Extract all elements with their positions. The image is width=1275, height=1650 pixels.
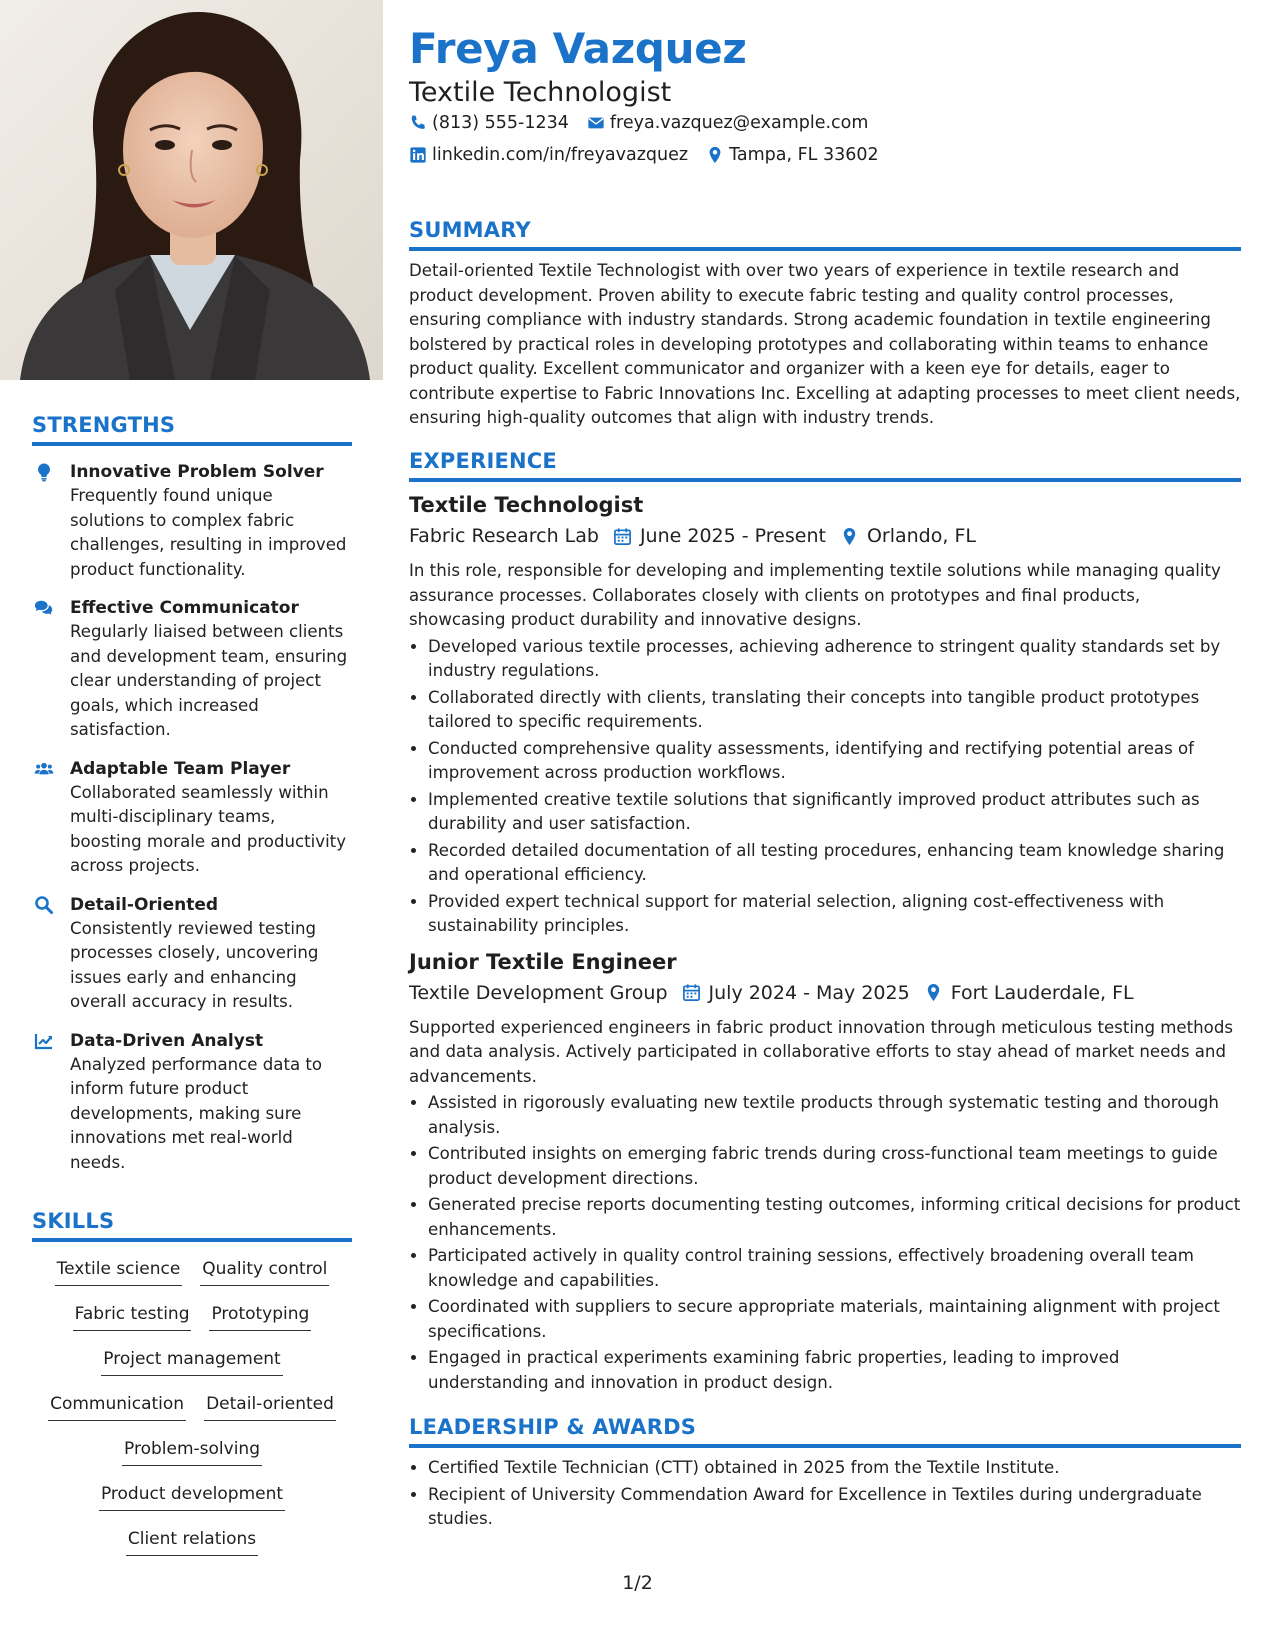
job-location-text: Fort Lauderdale, FL <box>950 981 1134 1004</box>
list-item: • Recipient of University Commendation Award for Excellence in Textiles during undergraduate studies. <box>428 1483 1241 1532</box>
strength-title: Data-Driven Analyst <box>70 1030 264 1051</box>
job-location <box>924 979 1134 1007</box>
skill-tag: Problem-solving <box>122 1438 262 1466</box>
strengths-heading: STRENGTHS <box>32 413 352 446</box>
skill-row <box>32 1348 352 1393</box>
skill-tag: Communication <box>48 1393 186 1421</box>
strength-title: Detail-Oriented <box>70 894 219 915</box>
strength-desc: Regularly liaised between clients and development team, ensuring clear understanding of project goals, which increased satisfaction. <box>70 622 348 739</box>
skill-tag: Fabric testing <box>73 1303 192 1331</box>
list-item: • Recorded detailed documentation of all testing procedures, enhancing team knowledge sharing and operational efficiency. <box>428 839 1241 888</box>
strength-desc: Analyzed performance data to inform future product developments, making sure innovations met real-world needs. <box>70 1054 323 1172</box>
job-dates-text: June 2025 - Present <box>639 525 826 547</box>
email-text[interactable]: freya.vazquez@example.com <box>609 113 869 133</box>
chart-line-icon <box>32 1030 56 1052</box>
contact-row <box>409 145 897 165</box>
list-item: • Generated precise reports documenting testing outcomes, informing critical decisions for product enhancements. <box>428 1193 1241 1242</box>
leadership-bullets <box>409 1456 1241 1532</box>
map-marker-icon <box>840 527 859 546</box>
map-marker-icon <box>706 146 724 164</box>
job-location-text: Orlando, FL <box>866 525 976 547</box>
skill-tag: Detail-oriented <box>204 1393 336 1421</box>
job-bullets <box>409 635 1241 939</box>
job-bullets <box>409 1091 1241 1395</box>
job-entry <box>409 491 1241 939</box>
comments-icon <box>32 597 56 619</box>
leadership-heading: LEADERSHIP & AWARDS <box>409 1415 1241 1448</box>
linkedin-text[interactable]: linkedin.com/in/freyavazquez <box>432 145 689 165</box>
list-item: • Engaged in practical experiments examining fabric properties, leading to improved understanding and innovation in product design. <box>428 1346 1241 1395</box>
experience-section <box>409 449 1241 1397</box>
strength-desc: Consistently reviewed testing processes closely, uncovering issues early and enhancing overall accuracy in results. <box>70 918 319 1011</box>
strength-item <box>32 893 352 1015</box>
strength-item <box>32 757 352 879</box>
map-marker-icon <box>924 983 943 1002</box>
skill-row <box>32 1303 352 1348</box>
phone-contact <box>409 113 569 133</box>
list-item: • Conducted comprehensive quality assessments, identifying and rectifying potential areas of improvement across production workflows. <box>428 737 1241 786</box>
summary-text: Detail-oriented Textile Technologist with over two years of experience in textile research and product development. Proven ability to execute fabric testing and quality control processes, ensuring compliance with industry standards. Strong academic foundation in textile engineering bolstered by practical roles in developing prototypes and collaborating within teams to enhance product quality. Excellent communicator and organizer with a keen eye for details, eager to contribute expertise to Fabric Innovations Inc. Excelling at adapting processes to meet client needs, ensuring high-quality outcomes that align with industry trends. <box>409 261 1241 427</box>
skills-list <box>32 1258 352 1573</box>
job-description: Supported experienced engineers in fabric product innovation through meticulous testing methods and data analysis. Actively participated in collaborative efforts to stay ahead of market needs and advancements. <box>409 1017 1233 1086</box>
skill-tag: Prototyping <box>209 1303 311 1331</box>
envelope-icon <box>587 114 605 132</box>
users-icon <box>32 758 56 780</box>
list-item: • Assisted in rigorously evaluating new textile products through systematic testing and thorough analysis. <box>428 1091 1241 1140</box>
strength-title: Innovative Problem Solver <box>70 462 324 482</box>
candidate-title: Textile Technologist <box>409 77 672 108</box>
list-item: • Participated actively in quality control training sessions, effectively broadening overall team knowledge and capabilities. <box>428 1244 1241 1293</box>
job-company: Textile Development Group <box>409 981 668 1004</box>
strength-desc: Collaborated seamlessly within multi-disciplinary teams, boosting morale and productivity across projects. <box>70 782 347 875</box>
list-item: • Certified Textile Technician (CTT) obtained in 2025 from the Textile Institute. <box>428 1456 1241 1481</box>
job-entry <box>409 948 1241 1396</box>
location-contact <box>706 145 879 165</box>
job-title: Junior Textile Engineer <box>409 949 677 974</box>
search-icon <box>32 894 56 916</box>
job-dates <box>613 522 826 550</box>
experience-heading: EXPERIENCE <box>409 449 1241 482</box>
strength-item <box>32 596 352 743</box>
job-description: In this role, responsible for developing and implementing textile solutions while managing quality assurance processes. Collaborates closely with clients on prototypes and final products, showcasing product durability and innovative designs. <box>409 561 1221 629</box>
calendar-icon <box>682 983 701 1002</box>
list-item: • Provided expert technical support for material selection, aligning cost-effectiveness with sustainability principles. <box>428 890 1241 939</box>
job-location <box>840 522 976 550</box>
page-number: 1/2 <box>622 1572 653 1594</box>
strength-title: Effective Communicator <box>70 598 299 618</box>
skill-tag: Product development <box>99 1483 285 1511</box>
list-item: • Coordinated with suppliers to secure appropriate materials, maintaining alignment with project specifications. <box>428 1295 1241 1344</box>
summary-section <box>409 218 1241 431</box>
leadership-section <box>409 1415 1241 1534</box>
sidebar <box>0 0 383 1650</box>
job-dates-text: July 2024 - May 2025 <box>708 981 910 1004</box>
skills-section <box>32 1209 352 1573</box>
job-meta <box>409 979 1241 1007</box>
job-dates <box>682 979 910 1007</box>
list-item: • Developed various textile processes, achieving adherence to stringent quality standards set by industry regulations. <box>428 635 1241 684</box>
skill-row <box>32 1258 352 1303</box>
skill-tag: Client relations <box>126 1528 258 1556</box>
skill-row <box>32 1393 352 1438</box>
skill-tag: Quality control <box>200 1258 329 1286</box>
summary-heading: SUMMARY <box>409 218 1241 251</box>
strength-desc: Frequently found unique solutions to complex fabric challenges, resulting in improved product functionality. <box>70 486 347 579</box>
list-item: • Implemented creative textile solutions that significantly improved product attributes such as durability and user satisfaction. <box>428 788 1241 837</box>
linkedin-contact[interactable] <box>409 145 688 165</box>
lightbulb-icon <box>32 461 56 483</box>
strengths-section <box>32 413 352 1175</box>
job-meta <box>409 522 1241 550</box>
location-text: Tampa, FL 33602 <box>729 145 879 165</box>
job-title: Textile Technologist <box>409 493 644 517</box>
contact-row <box>409 113 886 133</box>
phone-text: (813) 555-1234 <box>432 113 569 133</box>
list-item: • Collaborated directly with clients, translating their concepts into tangible product prototypes tailored to specific requirements. <box>428 686 1241 735</box>
list-item: • Contributed insights on emerging fabric trends during cross-functional team meetings to guide product development directions. <box>428 1142 1241 1191</box>
email-contact[interactable] <box>587 113 869 133</box>
skill-tag: Project management <box>101 1348 282 1376</box>
strength-title: Adaptable Team Player <box>70 758 291 779</box>
strength-item <box>32 460 352 582</box>
skills-heading: SKILLS <box>32 1209 352 1242</box>
skill-row <box>32 1438 352 1483</box>
skill-row <box>32 1483 352 1528</box>
phone-icon <box>409 114 427 132</box>
strength-item <box>32 1029 352 1176</box>
skill-tag: Textile science <box>55 1258 183 1286</box>
job-company: Fabric Research Lab <box>409 525 599 547</box>
skill-row <box>32 1528 352 1573</box>
profile-photo <box>0 0 383 380</box>
calendar-icon <box>613 527 632 546</box>
linkedin-icon <box>409 146 427 164</box>
candidate-name: Freya Vazquez <box>409 24 747 73</box>
